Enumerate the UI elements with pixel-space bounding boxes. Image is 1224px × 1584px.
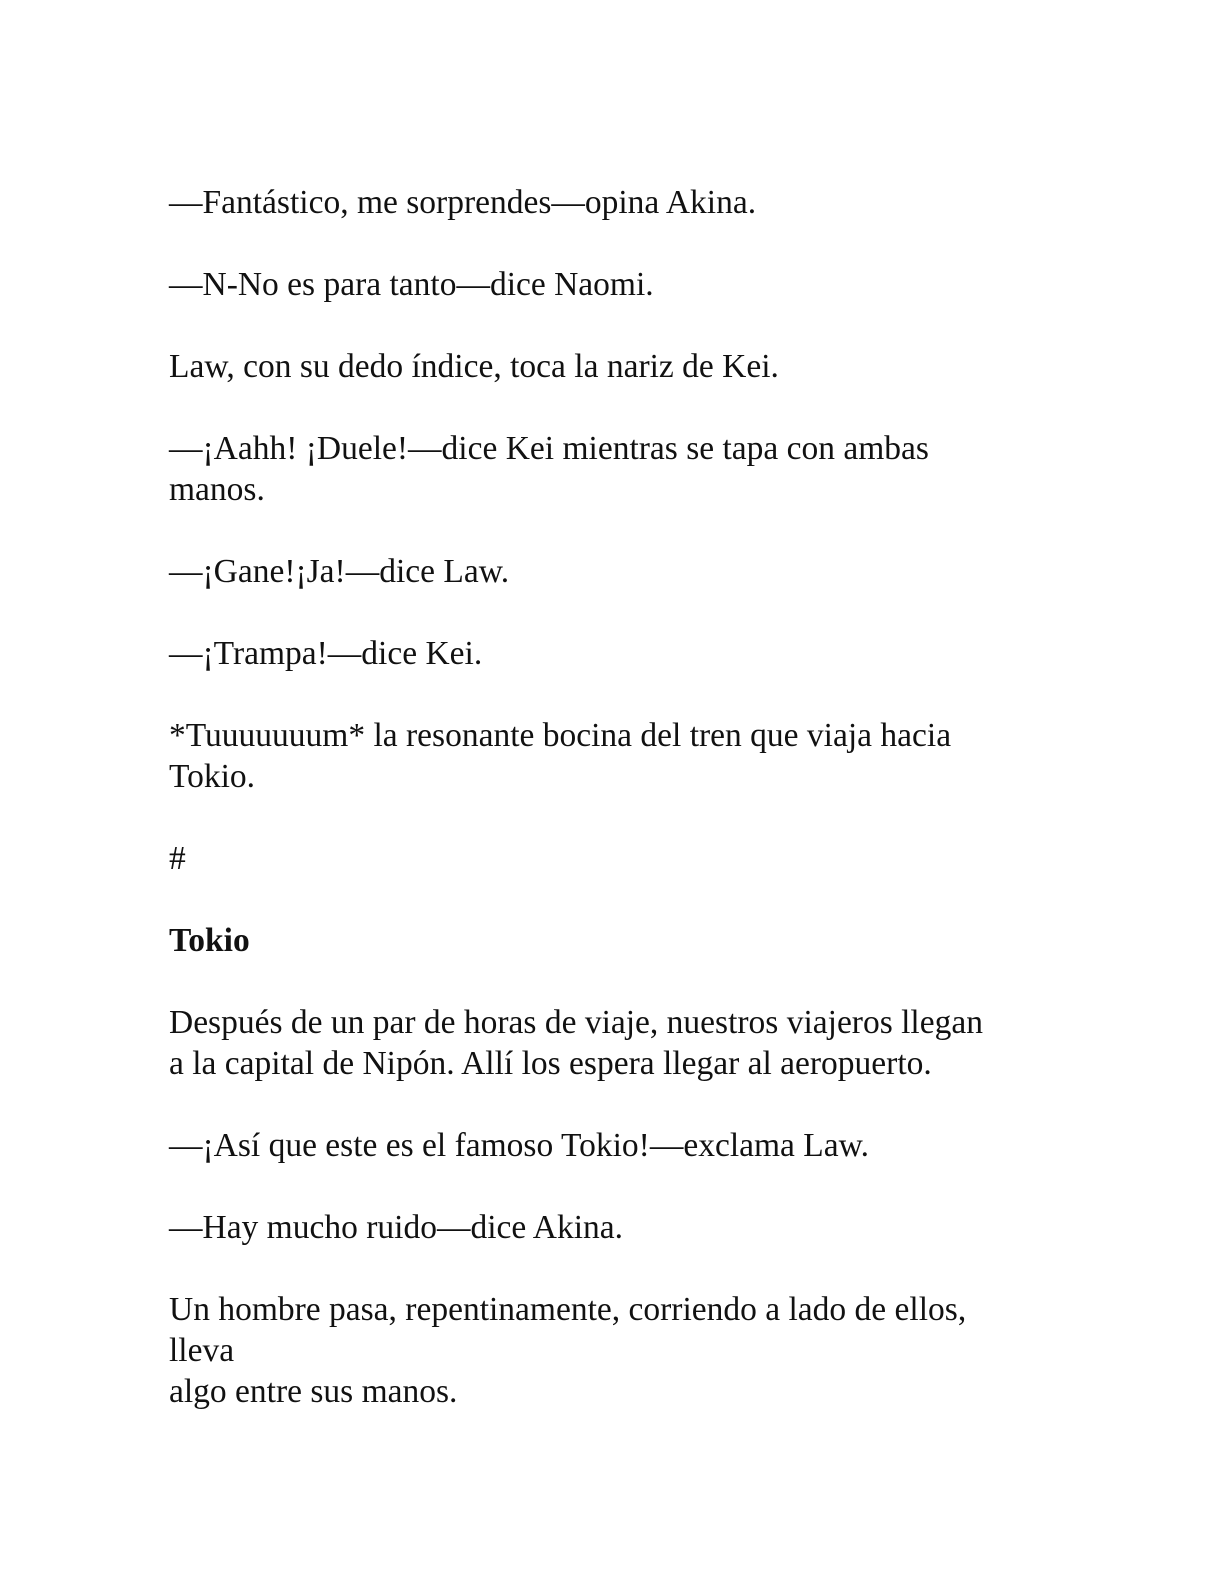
section-heading: Tokio xyxy=(169,922,250,959)
paragraph-law-exclaim: —¡Así que este es el famoso Tokio!—exclama Law. xyxy=(169,1127,870,1164)
paragraph-akina-noise: —Hay mucho ruido—dice Akina. xyxy=(169,1209,624,1246)
paragraph-kei-dialogue: —¡Aahh! ¡Duele!—dice Kei mientras se tapa con ambas manos. xyxy=(169,430,929,508)
paragraph-naomi-dialogue: —N-No es para tanto—dice Naomi. xyxy=(169,266,654,303)
paragraph-law-action: Law, con su dedo índice, toca la nariz de Kei. xyxy=(169,348,779,385)
paragraph-train-horn: *Tuuuuuuum* la resonante bocina del tren que viaja hacia Tokio. xyxy=(169,717,952,795)
paragraph-arrival: Después de un par de horas de viaje, nuestros viajeros llegan a la capital de Nipón. Allí los espera llegar al aeropuerto. xyxy=(169,1004,983,1082)
paragraph-law-dialogue: —¡Gane!¡Ja!—dice Law. xyxy=(169,553,510,590)
paragraph-akina-dialogue: —Fantástico, me sorprendes—opina Akina. xyxy=(169,184,757,221)
section-divider: # xyxy=(169,840,186,877)
paragraph-kei-trampa: —¡Trampa!—dice Kei. xyxy=(169,635,483,672)
paragraph-man-running: Un hombre pasa, repentinamente, corriendo a lado de ellos, lleva algo entre sus manos. xyxy=(169,1291,967,1410)
document-page xyxy=(169,182,1049,1412)
